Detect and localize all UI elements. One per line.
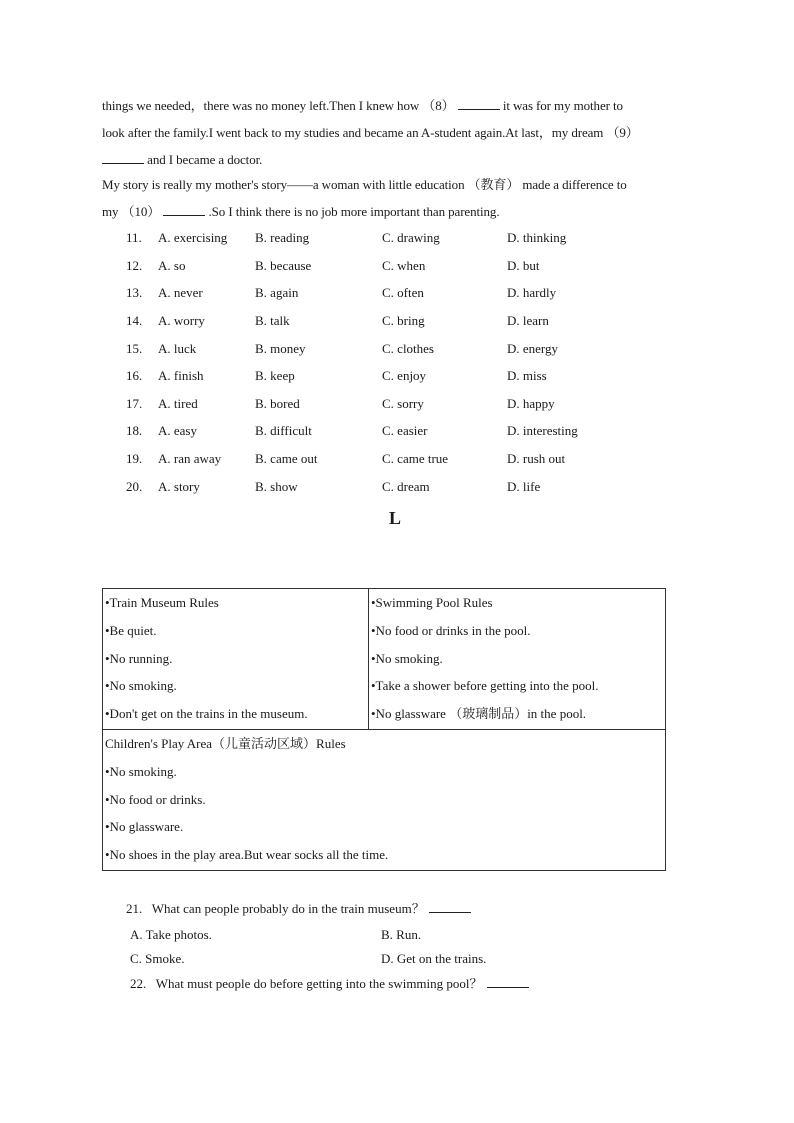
swimming-pool-rules-cell — [369, 589, 666, 730]
rule-item: •No smoking. — [371, 650, 443, 666]
q21-option-c[interactable]: C. Smoke. — [130, 951, 185, 966]
passage-line-4: My story is really my mother's story——a woman with little education （教育） made a difference to — [102, 177, 627, 192]
option-a[interactable]: A. worry — [158, 313, 205, 328]
rule-item: •No glassware. — [105, 819, 184, 835]
option-c[interactable]: C. enjoy — [382, 368, 427, 383]
question-number: 11. — [126, 230, 142, 245]
option-a[interactable]: A. so — [158, 258, 186, 273]
passage-line-1: things we needed，there was no money left.Then I knew how （8） it was for my mother to — [102, 92, 702, 119]
option-a[interactable]: A. finish — [158, 368, 204, 383]
question-21: 21. What can people probably do in the train museum？ — [126, 899, 471, 919]
option-d[interactable]: D. energy — [507, 341, 559, 356]
answer-blank-10[interactable] — [163, 201, 205, 216]
option-d[interactable]: D. learn — [507, 313, 549, 328]
answer-blank-8[interactable] — [458, 95, 500, 110]
option-b[interactable]: B. keep — [255, 368, 295, 383]
answer-blank-21[interactable] — [429, 899, 471, 913]
option-c[interactable]: C. easier — [382, 423, 428, 438]
option-d[interactable]: D. but — [507, 258, 540, 273]
answer-blank-9[interactable] — [102, 149, 144, 164]
option-c[interactable]: C. often — [382, 285, 424, 300]
option-d[interactable]: D. life — [507, 479, 541, 494]
train-museum-rules-cell — [103, 589, 369, 730]
answer-blank-22[interactable] — [487, 974, 529, 988]
rule-item: •No food or drinks. — [105, 791, 206, 807]
rule-item: •No glassware （玻璃制品）in the pool. — [371, 706, 587, 722]
passage-line-3: and I became a doctor. — [102, 146, 702, 173]
question-number: 13. — [126, 285, 143, 300]
option-b[interactable]: B. because — [255, 258, 312, 273]
rule-item: •Don't get on the trains in the museum. — [105, 706, 308, 722]
option-d[interactable]: D. thinking — [507, 230, 567, 245]
passage-line-2: look after the family.I went back to my studies and became an A-student again.At last，my dream （9） — [102, 125, 639, 140]
rule-item: •No smoking. — [105, 678, 177, 694]
option-d[interactable]: D. hardly — [507, 285, 557, 300]
option-b[interactable]: B. show — [255, 479, 298, 494]
rules-table — [102, 588, 666, 871]
question-22: 22. What must people do before getting into the swimming pool？ — [130, 974, 529, 994]
rule-heading: Children's Play Area（儿童活动区域）Rules — [105, 736, 346, 751]
rule-item: •No shoes in the play area.But wear socks all the time. — [105, 847, 389, 863]
rule-heading: •Swimming Pool Rules — [371, 595, 493, 610]
rule-item: •Be quiet. — [105, 622, 157, 638]
passage-line-5: my （10） .So I think there is no job more important than parenting. — [102, 198, 702, 225]
rule-item: •Take a shower before getting into the pool. — [371, 678, 599, 694]
question-number: 19. — [126, 451, 143, 466]
option-b[interactable]: B. bored — [255, 396, 300, 411]
question-number: 12. — [126, 258, 143, 273]
option-a[interactable]: A. easy — [158, 423, 197, 438]
rule-item: •No food or drinks in the pool. — [371, 622, 531, 638]
option-b[interactable]: B. money — [255, 341, 306, 356]
question-number: 16. — [126, 368, 143, 383]
option-c[interactable]: C. came true — [382, 451, 449, 466]
option-a[interactable]: A. tired — [158, 396, 198, 411]
option-b[interactable]: B. talk — [255, 313, 290, 328]
option-b[interactable]: B. reading — [255, 230, 310, 245]
q21-option-d[interactable]: D. Get on the trains. — [381, 951, 487, 966]
question-number: 18. — [126, 423, 143, 438]
option-d[interactable]: D. rush out — [507, 451, 566, 466]
question-number: 14. — [126, 313, 143, 328]
q21-option-b[interactable]: B. Run. — [381, 927, 422, 942]
option-a[interactable]: A. story — [158, 479, 200, 494]
option-d[interactable]: D. miss — [507, 368, 547, 383]
rule-heading: •Train Museum Rules — [105, 595, 219, 610]
q21-option-a[interactable]: A. Take photos. — [130, 927, 212, 942]
option-c[interactable]: C. when — [382, 258, 426, 273]
option-d[interactable]: D. happy — [507, 396, 555, 411]
option-c[interactable]: C. drawing — [382, 230, 440, 245]
question-number: 20. — [126, 479, 143, 494]
option-b[interactable]: B. came out — [255, 451, 318, 466]
option-c[interactable]: C. sorry — [382, 396, 424, 411]
rule-item: •No running. — [105, 650, 173, 666]
rule-item: •No smoking. — [105, 763, 177, 779]
option-b[interactable]: B. difficult — [255, 423, 312, 438]
option-c[interactable]: C. clothes — [382, 341, 434, 356]
section-heading: L — [389, 508, 402, 528]
option-a[interactable]: A. ran away — [158, 451, 222, 466]
question-number: 17. — [126, 396, 143, 411]
option-c[interactable]: C. bring — [382, 313, 425, 328]
option-b[interactable]: B. again — [255, 285, 299, 300]
option-c[interactable]: C. dream — [382, 479, 430, 494]
option-a[interactable]: A. exercising — [158, 230, 228, 245]
option-a[interactable]: A. luck — [158, 341, 197, 356]
option-a[interactable]: A. never — [158, 285, 203, 300]
childrens-play-area-rules-cell — [103, 730, 666, 871]
option-d[interactable]: D. interesting — [507, 423, 578, 438]
question-number: 15. — [126, 341, 143, 356]
